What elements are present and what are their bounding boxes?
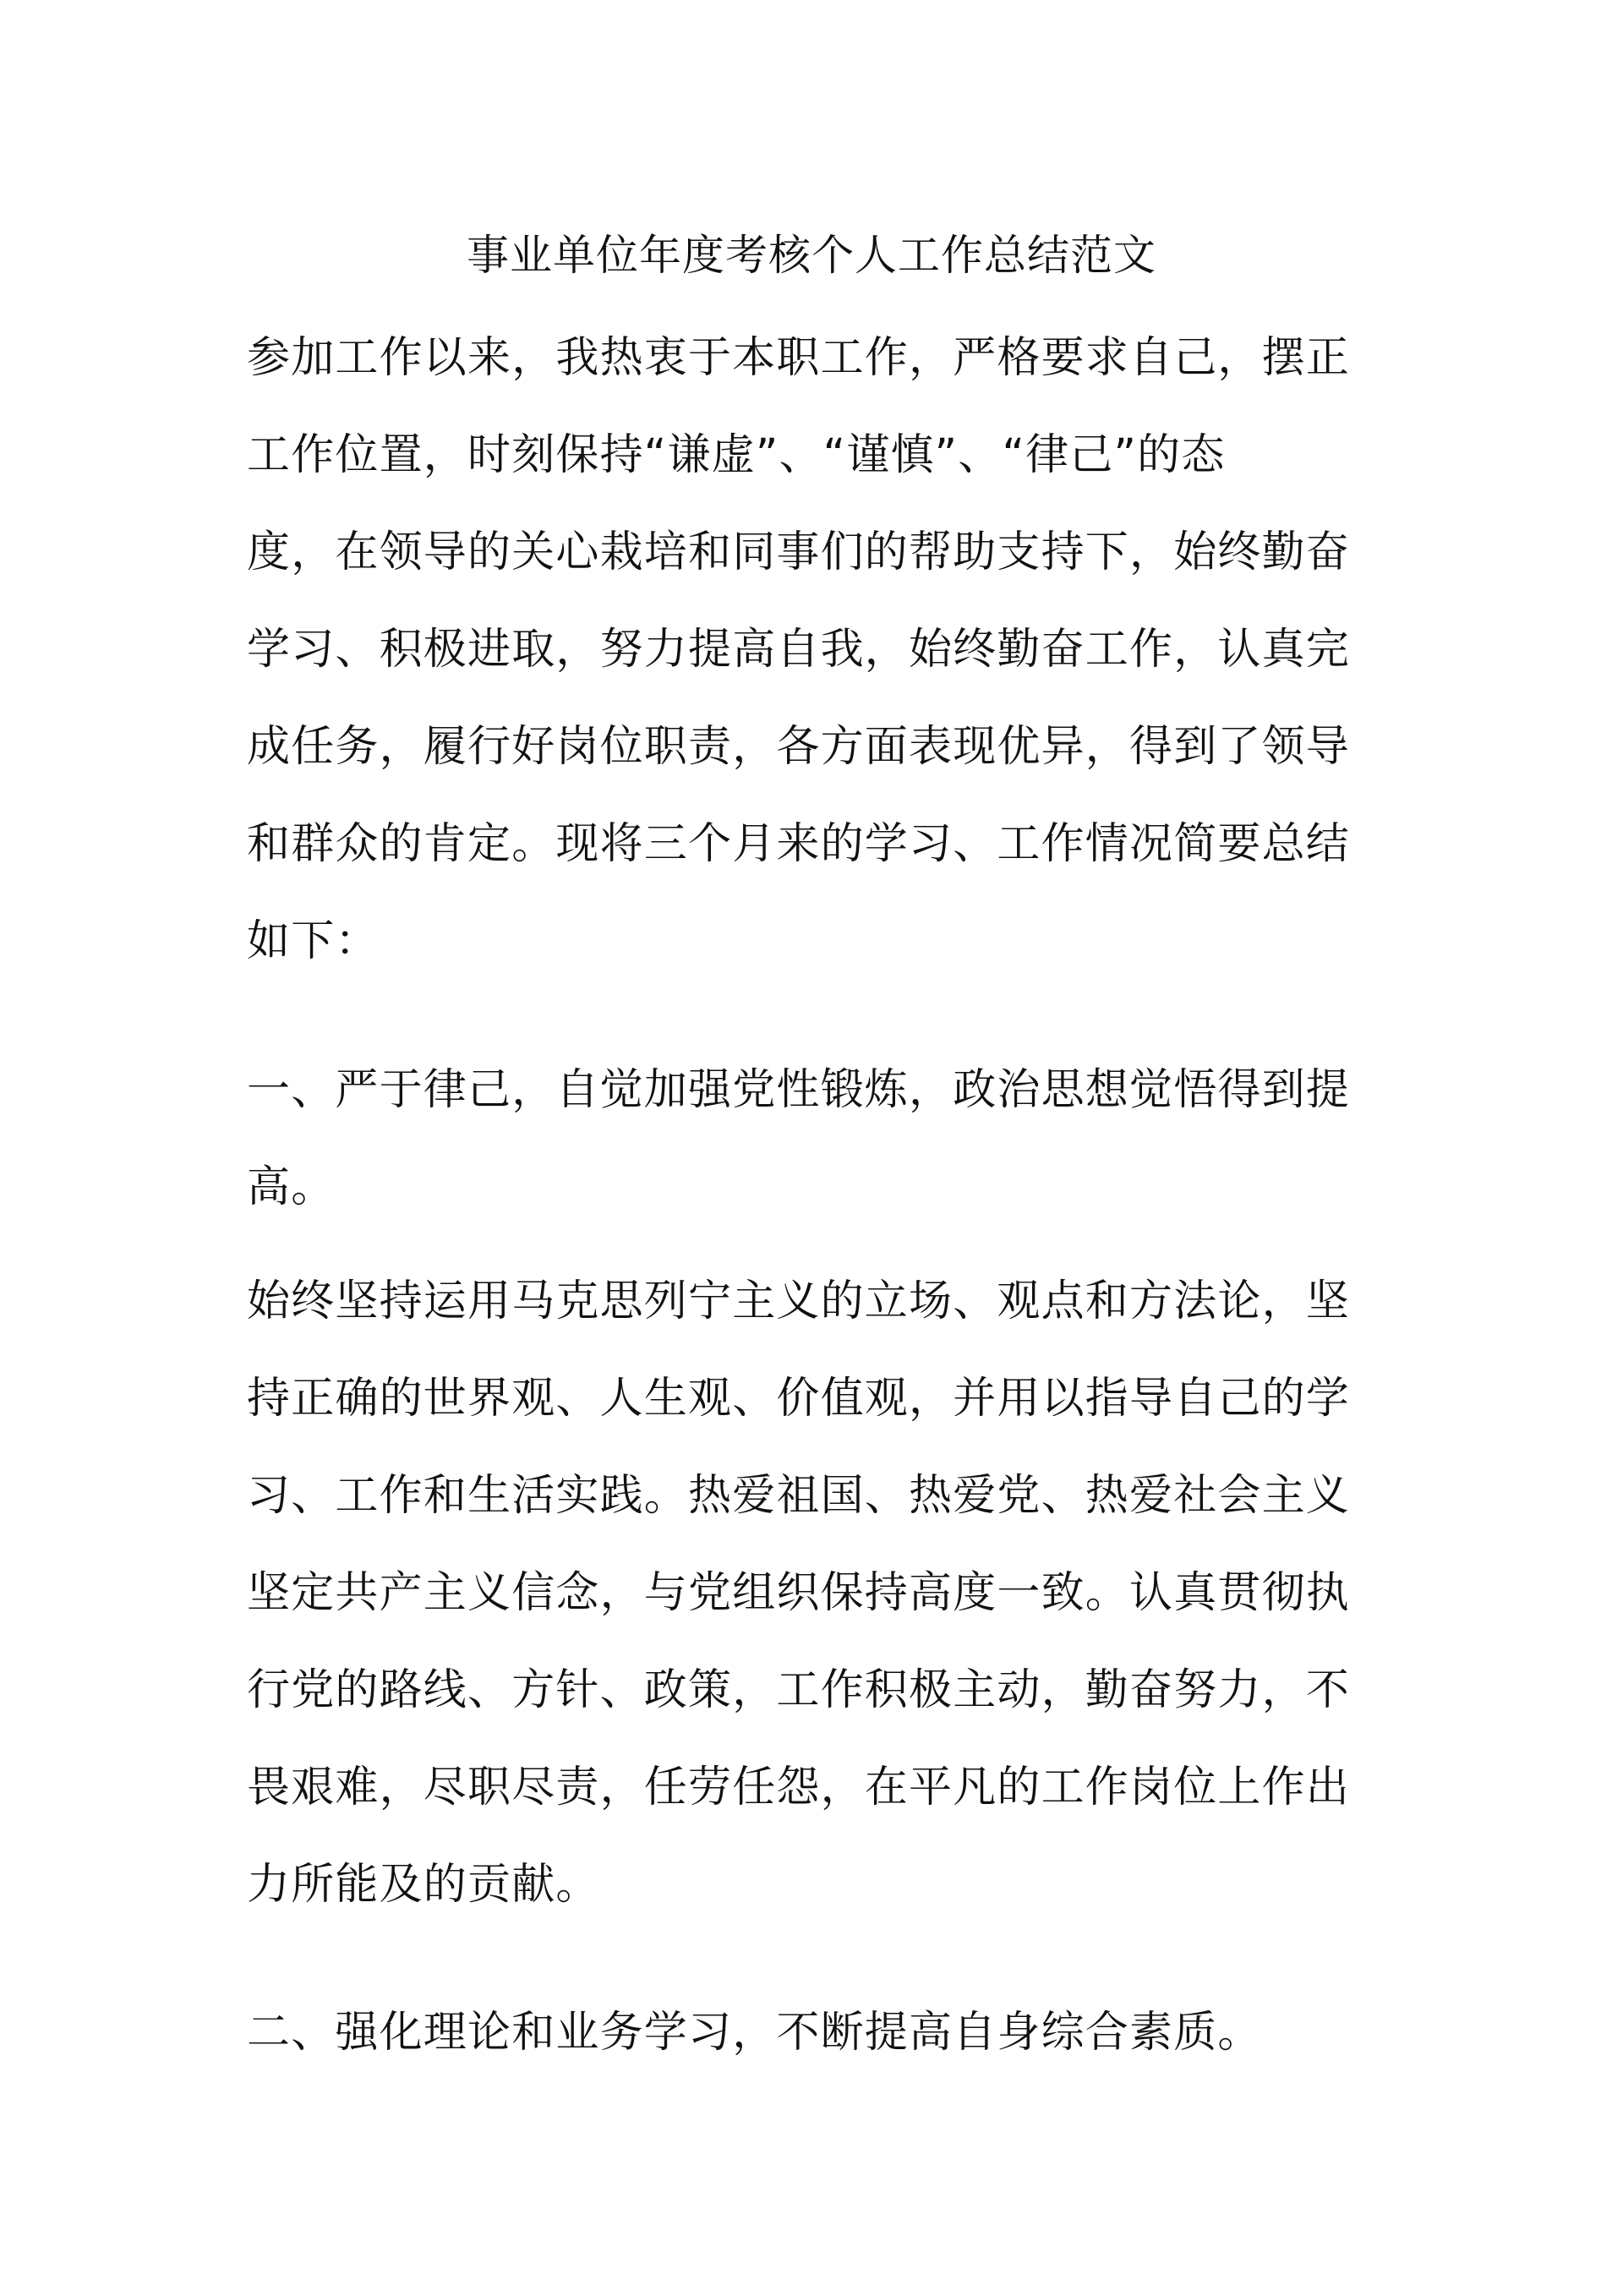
text-line: 参加工作以来，我热衷于本职工作，严格要求自己，摆正 xyxy=(247,333,1351,383)
text-line: 二、强化理论和业务学习，不断提高自身综合素质。 xyxy=(247,2008,1262,2058)
paragraph-section-1 xyxy=(247,1253,1388,1933)
text-line: 习、工作和生活实践。热爱祖国、热爱党、热爱社会主义 xyxy=(247,1471,1351,1521)
section-heading-1 xyxy=(247,1041,1388,1236)
text-line: 和群众的肯定。现将三个月来的学习、工作情况简要总结 xyxy=(247,819,1351,869)
text-line: 持正确的世界观、人生观、价值观，并用以指导自己的学 xyxy=(247,1374,1351,1424)
paragraph-intro xyxy=(247,309,1388,990)
text-line: 畏艰难，尽职尽责，任劳任怨，在平凡的工作岗位上作出 xyxy=(247,1763,1351,1812)
document-title: 事业单位年度考核个人工作总结范文 xyxy=(467,231,1156,280)
text-line: 力所能及的贡献。 xyxy=(247,1860,600,1910)
text-line: 学习、积极进取，努力提高自我，始终勤奋工作，认真完 xyxy=(247,625,1351,675)
text-line: 行党的路线、方针、政策，工作积极主动，勤奋努力，不 xyxy=(247,1665,1351,1715)
section-heading-2 xyxy=(247,1984,1388,2081)
text-line: 成任务，履行好岗位职责，各方面表现优异，得到了领导 xyxy=(247,722,1351,772)
text-line: 工作位置，时刻保持“谦虚”、“谨慎”、“律己”的态 xyxy=(247,430,1226,480)
text-line: 坚定共产主义信念，与党组织保持高度一致。认真贯彻执 xyxy=(247,1568,1351,1618)
text-line: 如下： xyxy=(247,916,380,966)
text-line: 高。 xyxy=(247,1162,336,1212)
text-line: 度，在领导的关心栽培和同事们的帮助支持下，始终勤奋 xyxy=(247,528,1351,577)
text-line: 一、严于律己，自觉加强党性锻炼，政治思想觉悟得到提 xyxy=(247,1065,1351,1115)
text-line: 始终坚持运用马克思列宁主义的立场、观点和方法论，坚 xyxy=(247,1276,1351,1326)
